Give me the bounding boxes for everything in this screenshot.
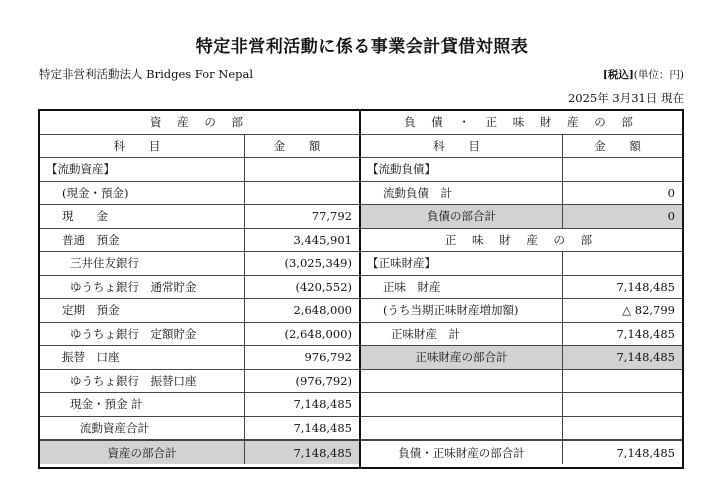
net-assets-total-row — [361, 346, 682, 370]
organization-name: 特定非営利活動法人 Bridges For Nepal — [39, 67, 254, 81]
table-row — [361, 299, 682, 323]
row-amount — [245, 158, 359, 181]
row-amount — [245, 182, 359, 205]
unit-label — [603, 67, 684, 82]
table-row — [361, 252, 682, 276]
row-amount: (3,025,349) — [284, 256, 352, 271]
row-amount: 7,148,485 — [293, 397, 352, 412]
balance-sheet — [38, 109, 684, 469]
row-amount: 7,148,485 — [616, 326, 675, 341]
table-row — [361, 417, 682, 441]
net-assets-section-title: 正 味 財 産 の 部 — [444, 232, 599, 247]
row-label: 三井住友銀行 — [40, 252, 245, 275]
row-amount: 7,148,485 — [616, 279, 675, 294]
row-label: 現金・預金 計 — [40, 393, 245, 416]
table-row — [361, 158, 682, 182]
row-amount: 77,792 — [311, 209, 352, 224]
grand-total-label: 負債・正味財産の部合計 — [361, 441, 563, 464]
table-row — [40, 276, 359, 300]
row-label: 【正味財産】 — [361, 252, 563, 275]
page-title: 特定非営利活動に係る事業会計貸借対照表 — [195, 37, 529, 57]
tax-label: [税込] — [602, 69, 634, 81]
table-row — [361, 393, 682, 417]
net-assets-total-amount: 7,148,485 — [616, 350, 675, 365]
row-label: 正味財産 計 — [361, 323, 563, 346]
row-amount: △ 82,799 — [622, 303, 675, 318]
row-label: 流動資産合計 — [40, 417, 245, 440]
row-label: (うち当期正味財産増加額) — [361, 299, 563, 322]
row-amount — [563, 158, 682, 181]
report-date: 2025年 3月31日 現在 — [567, 91, 684, 105]
row-amount — [563, 252, 682, 275]
row-label: ゆうちょ銀行 振替口座 — [40, 370, 245, 393]
table-row — [40, 323, 359, 347]
row-label: (現金・預金) — [40, 182, 245, 205]
table-row — [361, 182, 682, 206]
table-row — [40, 393, 359, 417]
table-row — [361, 370, 682, 394]
liabilities-total-label: 負債の部合計 — [361, 205, 563, 228]
net-assets-total-label: 正味財産の部合計 — [361, 346, 563, 369]
assets-total-amount: 7,148,485 — [293, 445, 352, 460]
row-amount: (976,792) — [295, 373, 352, 388]
row-amount: 0 — [667, 185, 675, 200]
row-amount: 976,792 — [304, 350, 352, 365]
assets-total-row — [40, 440, 359, 464]
table-row — [40, 370, 359, 394]
table-row — [40, 158, 359, 182]
row-label: 振替 口座 — [40, 346, 245, 369]
currency-unit: (単位：円) — [633, 69, 684, 81]
table-row — [40, 346, 359, 370]
table-row — [40, 252, 359, 276]
assets-section-title: 資 産 の 部 — [150, 115, 249, 130]
assets-col-item: 科 目 — [40, 135, 245, 158]
row-label: ゆうちょ銀行 定額貯金 — [40, 323, 245, 346]
liabilities-section-title: 負 債 ・ 正 味 財 産 の 部 — [404, 115, 639, 130]
row-label: 現 金 — [40, 205, 245, 228]
liabilities-col-amount: 金 額 — [594, 138, 651, 153]
liabilities-net-assets-section — [361, 111, 682, 467]
row-amount: 7,148,485 — [293, 420, 352, 435]
liabilities-col-item: 科 目 — [361, 135, 563, 158]
table-row — [40, 182, 359, 206]
table-row — [361, 276, 682, 300]
row-amount: (420,552) — [295, 279, 352, 294]
row-amount: 3,445,901 — [293, 232, 352, 247]
table-row — [40, 205, 359, 229]
table-row — [40, 417, 359, 441]
row-label: 定期 預金 — [40, 299, 245, 322]
assets-total-label: 資産の部合計 — [40, 441, 245, 464]
table-row — [361, 323, 682, 347]
row-label: 【流動負債】 — [361, 158, 563, 181]
row-label: ゆうちょ銀行 通常貯金 — [40, 276, 245, 299]
liabilities-total-row — [361, 205, 682, 229]
assets-col-amount: 金 額 — [273, 138, 331, 153]
grand-total-row — [361, 440, 682, 464]
row-amount: (2,648,000) — [284, 326, 352, 341]
grand-total-amount: 7,148,485 — [616, 445, 675, 460]
liabilities-total-amount: 0 — [667, 209, 675, 224]
row-label: 正味 財産 — [361, 276, 563, 299]
table-row — [40, 229, 359, 253]
row-label: 普通 預金 — [40, 229, 245, 252]
row-label: 流動負債 計 — [361, 182, 563, 205]
row-label: 【流動資産】 — [40, 158, 245, 181]
table-row — [40, 299, 359, 323]
row-amount: 2,648,000 — [293, 303, 352, 318]
assets-section — [40, 111, 361, 467]
